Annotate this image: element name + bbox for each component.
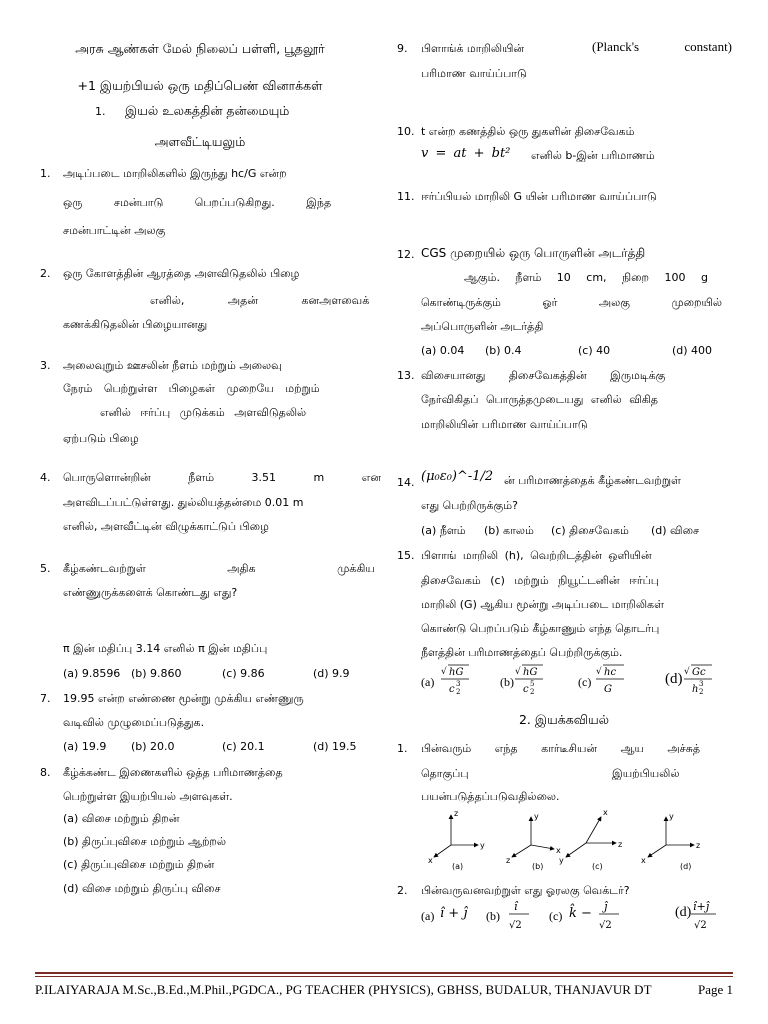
question-number: 9. (397, 42, 408, 55)
question-text: வடிவில் முழுமைப்படுத்துக. (63, 716, 205, 729)
svg-text:y: y (534, 812, 539, 821)
option-b: (b) திருப்புவிசை மற்றும் ஆற்றல் (63, 835, 227, 848)
svg-text:c: c (523, 684, 529, 695)
svg-text:3: 3 (456, 680, 461, 688)
question-text: (Planck's constant) (592, 39, 733, 54)
svg-text:√: √ (515, 667, 521, 677)
question-text: CGS முறையில் ஒரு பொருளின் அடர்த்தி (421, 246, 646, 260)
question-number: 15. (397, 549, 415, 562)
svg-text:2: 2 (530, 688, 535, 696)
question-text: பொருளொன்றின் நீளம் 3.51 m என (63, 471, 381, 484)
option-b: (b) (500, 675, 514, 689)
vector-c (598, 898, 622, 934)
question-number: 2. (397, 884, 408, 897)
question-number: 1. (397, 742, 408, 755)
vector-c-khat: k̂ − (569, 906, 592, 921)
vector-a: î + ĵ (440, 906, 468, 921)
question-text: பின்வரும் எந்த கார்டீசியன் ஆய அச்சுத் (421, 742, 701, 755)
option-a: (a) 9.8596 (63, 667, 121, 680)
unit-title-line2: அளவீட்டியலும் (154, 134, 246, 149)
question-number: 10. (397, 125, 415, 138)
question-text: பெற்றுள்ள இயற்பியல் அளவுகள். (63, 790, 233, 803)
axes-figure-d (641, 812, 700, 865)
option-a: (a) 19.9 (63, 740, 107, 753)
question-number: 8. (40, 766, 51, 779)
option-c: (c) 20.1 (222, 740, 265, 753)
option-d: (d) (675, 905, 692, 920)
option-b: (b) 9.860 (131, 667, 182, 680)
svg-text:z: z (454, 809, 459, 818)
equation: (μ₀ε₀)^-1/2 (421, 469, 494, 484)
question-text: பிளாங்க் மாறிலியின் (421, 42, 525, 55)
question-text: அளவிடப்பட்டுள்ளது. துல்லியத்தன்மை 0.01 m (63, 496, 304, 509)
option-c: (c) 40 (578, 344, 611, 357)
question-number: 3. (40, 359, 51, 372)
option-c: (c) திருப்புவிசை மற்றும் திறன் (63, 858, 215, 871)
unit2-title: 2. இயக்கவியல் (518, 712, 610, 727)
figure-label-b: (b) (532, 862, 544, 871)
option-d: (d) 19.5 (313, 740, 357, 753)
svg-text:√2: √2 (694, 920, 707, 931)
question-text: நேர்விகிதப் பொருத்தமுடையது எனில் விகித (421, 393, 658, 406)
svg-text:z: z (618, 840, 623, 849)
question-number: 2. (40, 267, 51, 280)
question-number: 14. (397, 476, 415, 489)
question-text: ஆகும். நீளம் 10 cm, நிறை 100 g (464, 271, 709, 284)
svg-text:hG: hG (449, 667, 464, 678)
svg-text:hG: hG (523, 667, 538, 678)
footer (35, 982, 733, 998)
page-number: Page 1 (697, 982, 733, 997)
unit-number: 1. (95, 105, 106, 118)
question-number: 12. (397, 248, 415, 261)
option-a: (a) நீளம் (421, 524, 466, 537)
option-c: (c) திசைவேகம் (551, 524, 629, 537)
svg-text:î: î (514, 900, 518, 913)
svg-text:z: z (696, 841, 701, 850)
school-title: அரசு ஆண்கள் மேல் நிலைப் பள்ளி, பூதலூர் (75, 41, 325, 56)
svg-text:2: 2 (456, 688, 461, 696)
question-text: திசைவேகம் (c) மற்றும் நியூட்டனின் ஈர்ப்பு (421, 574, 659, 587)
question-number: 11. (397, 190, 415, 203)
question-text: ஈர்ப்பியல் மாறிலி G யின் பரிமாண வாய்ப்பாடு (421, 190, 657, 203)
question-text: எது பெற்றிருக்கும்? (421, 499, 518, 512)
question-text: எனில், அளவீட்டின் விழுக்காட்டுப் பிழை (63, 520, 269, 533)
option-a: (a) விசை மற்றும் திறன் (63, 812, 180, 825)
option-a: (a) (421, 675, 435, 689)
question-number: 5. (40, 562, 51, 575)
question-text: எண்ணுருக்களைக் கொண்டது எது? (63, 586, 238, 599)
svg-text:y: y (669, 812, 674, 821)
question-text: கீழ்கண்டவற்றுள் அதிக முக்கிய (63, 562, 375, 575)
svg-text:h: h (692, 684, 699, 695)
option-b: (b) 0.4 (485, 344, 522, 357)
svg-text:c: c (449, 684, 455, 695)
option-d: (d) 9.9 (313, 667, 350, 680)
question-text: மாறிலியின் பரிமாண வாய்ப்பாடு (421, 418, 588, 431)
svg-text:y: y (559, 856, 564, 865)
svg-text:√: √ (684, 667, 690, 677)
svg-text:2: 2 (699, 688, 704, 696)
svg-text:5: 5 (530, 680, 535, 688)
svg-text:√: √ (596, 667, 602, 677)
question-text: 19.95 என்ற எண்ணை மூன்று முக்கிய எண்ணுரு (63, 692, 304, 705)
vector-b (508, 898, 532, 934)
svg-text:hc: hc (604, 667, 617, 678)
question-text: எனில் ஈர்ப்பு முடுக்கம் அளவிடுதலில் (100, 406, 307, 419)
unit-title-line1: இயல் உலகத்தின் தன்மையும் (125, 103, 290, 118)
svg-text:î+ĵ: î+ĵ (693, 900, 710, 913)
question-text: கணக்கிடுதலின் பிழையானது (63, 318, 208, 331)
question-number: 7. (40, 692, 51, 705)
svg-text:x: x (428, 856, 433, 865)
svg-text:z: z (506, 856, 511, 865)
footer-rule (35, 976, 733, 977)
figure-label-d: (d) (680, 862, 692, 871)
svg-text:√: √ (441, 667, 447, 677)
question-text: பயன்படுத்தப்படுவதில்லை. (421, 790, 560, 803)
question-text: ஒரு சமன்பாடு பெறப்படுகிறது. இந்த (63, 196, 332, 209)
question-text: π இன் மதிப்பு 3.14 எனில் π இன் மதிப்பு (63, 642, 268, 655)
question-number: 4. (40, 471, 51, 484)
subtitle: +1 இயற்பியல் ஒரு மதிப்பெண் வினாக்கள் (77, 78, 323, 93)
question-text: பின்வருவனவற்றுள் எது ஓரலகு வெக்டர்? (421, 884, 630, 897)
formula-d (682, 660, 724, 698)
axes-figure-a (428, 809, 485, 865)
question-text: அப்பொருளின் அடர்த்தி (421, 320, 544, 333)
option-a: (a) 0.04 (421, 344, 465, 357)
option-b: (b) காலம் (484, 524, 534, 537)
question-text: சமன்பாட்டின் அலகு (63, 224, 166, 237)
question-number: 13. (397, 369, 415, 382)
svg-text:G: G (604, 684, 612, 695)
svg-text:x: x (603, 808, 608, 817)
svg-text:3: 3 (699, 680, 704, 688)
option-d: (d) விசை (651, 524, 700, 537)
footer-author: P.ILAIYARAJA M.Sc.,B.Ed.,M.Phil.,PGDCA., PG TEACHER (PHYSICS), GBHSS, BUDALUR, THANJAVUR DT (35, 982, 652, 997)
option-c: (c) 9.86 (222, 667, 265, 680)
option-a: (a) (421, 909, 435, 923)
question-text: கொண்டிருக்கும் ஓர் அலகு முறையில் (421, 296, 722, 309)
option-d: (d) 400 (672, 344, 713, 357)
question-text: தொகுப்பு இயற்பியலில் (421, 767, 680, 780)
svg-text:ĵ: ĵ (604, 900, 608, 913)
question-text: பிளாங் மாறிலி (h), வெற்றிடத்தின் ஒளியின் (421, 549, 652, 562)
svg-text:√2: √2 (599, 920, 612, 931)
svg-text:x: x (556, 846, 561, 855)
option-d: (d) (665, 671, 683, 687)
question-text: அடிப்படை மாறிலிகளில் இருந்து hc/G என்ற (63, 167, 287, 180)
figure-label-a: (a) (452, 862, 464, 871)
question-text: ஏற்படும் பிழை (63, 432, 139, 445)
axes-figure-c (559, 808, 622, 865)
question-text: ஒரு கோளத்தின் ஆரத்தை அளவிடுதலில் பிழை (63, 267, 300, 280)
question-text: பரிமாண வாய்ப்பாடு (421, 67, 527, 80)
figure-label-c: (c) (592, 862, 603, 871)
option-d: (d) விசை மற்றும் திருப்பு விசை (63, 882, 221, 895)
question-number: 1. (40, 167, 51, 180)
question-text: மாறிலி (G) ஆகிய மூன்று அடிப்படை மாறிலிகள் (421, 598, 664, 611)
question-text: நீளத்தின் பரிமாணத்தைப் பெற்றிருக்கும். (421, 646, 623, 659)
equation: v = at + bt² (421, 146, 511, 161)
question-text: விசையானது திசைவேகத்தின் இருமடிக்கு (421, 369, 666, 382)
option-c: (c) (549, 909, 563, 923)
svg-text:x: x (641, 856, 646, 865)
option-c: (c) (578, 675, 592, 689)
option-b: (b) (486, 909, 500, 923)
question-text: t என்ற கணத்தில் ஒரு துகளின் திசைவேகம் (421, 125, 635, 138)
svg-text:Gc: Gc (692, 667, 706, 678)
question-text: கீழ்க்கண்ட இணைகளில் ஒத்த பரிமாணத்தை (63, 766, 283, 779)
question-text: எனில் b-இன் பரிமாணம் (531, 149, 655, 162)
formula-c (594, 660, 636, 698)
svg-text:√2: √2 (509, 920, 522, 931)
svg-text:y: y (480, 841, 485, 850)
question-text: ன் பரிமாணத்தைக் கீழ்கண்டவற்றுள் (504, 474, 681, 487)
question-text: நேரம் பெற்றுள்ள பிழைகள் முறையே மற்றும் (63, 382, 320, 395)
vector-d (690, 898, 720, 934)
formula-a (439, 660, 481, 698)
question-text: கொண்டு பெறப்படும் கீழ்காணும் எந்த தொடர்பு (421, 622, 660, 635)
formula-b (513, 660, 555, 698)
question-text: அலைவுறும் ஊசலின் நீளம் மற்றும் அலைவு (63, 359, 282, 372)
footer-rule (35, 972, 733, 974)
cartesian-axes-figures (426, 805, 746, 875)
option-b: (b) 20.0 (131, 740, 175, 753)
question-text: எனில், அதன் கனஅளவைக் (150, 294, 370, 307)
axes-figure-b (506, 812, 561, 865)
